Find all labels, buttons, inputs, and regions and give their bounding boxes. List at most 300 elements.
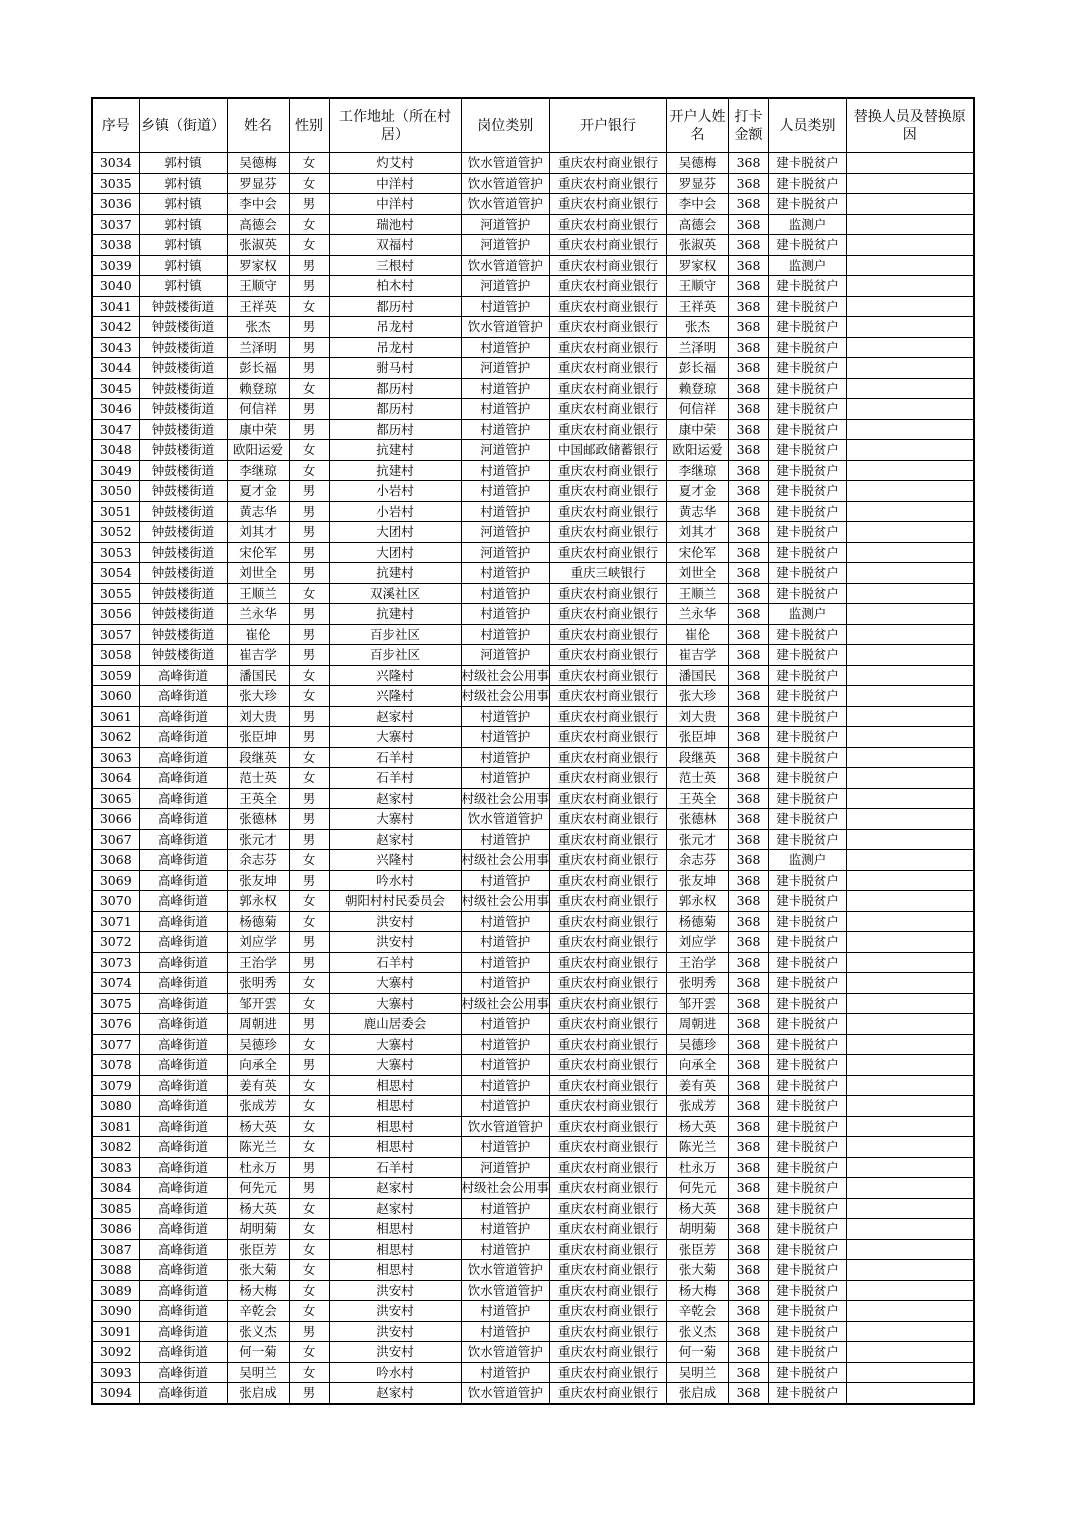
township-cell: 高峰街道 bbox=[139, 706, 227, 727]
serial-cell: 3082 bbox=[92, 1137, 139, 1158]
position-cell: 村级社会公用事 bbox=[461, 665, 550, 686]
township-cell: 郭村镇 bbox=[139, 153, 227, 174]
serial-cell: 3093 bbox=[92, 1362, 139, 1383]
table-body bbox=[92, 153, 974, 1404]
position-cell: 村道管护 bbox=[461, 501, 550, 522]
position-cell: 饮水管道管护 bbox=[461, 194, 550, 215]
township-cell: 高峰街道 bbox=[139, 686, 227, 707]
gender-cell: 男 bbox=[289, 1383, 329, 1404]
bank-cell: 重庆农村商业银行 bbox=[550, 399, 667, 420]
address-cell: 抗建村 bbox=[329, 604, 461, 625]
amount-cell: 368 bbox=[729, 706, 769, 727]
serial-cell: 3088 bbox=[92, 1260, 139, 1281]
category-cell: 建卡脱贫户 bbox=[769, 1301, 847, 1322]
bank-cell: 重庆农村商业银行 bbox=[550, 1157, 667, 1178]
bank-cell: 重庆农村商业银行 bbox=[550, 727, 667, 748]
account-holder-cell: 王顺兰 bbox=[667, 583, 729, 604]
gender-cell: 男 bbox=[289, 1321, 329, 1342]
category-cell: 监测户 bbox=[769, 214, 847, 235]
category-cell: 建卡脱贫户 bbox=[769, 583, 847, 604]
position-cell: 河道管护 bbox=[461, 645, 550, 666]
replacement-cell bbox=[847, 1321, 974, 1342]
replacement-cell bbox=[847, 460, 974, 481]
position-cell: 村级社会公用事 bbox=[461, 850, 550, 871]
address-cell: 抗建村 bbox=[329, 460, 461, 481]
category-cell: 建卡脱贫户 bbox=[769, 1055, 847, 1076]
amount-cell: 368 bbox=[729, 1342, 769, 1363]
replacement-cell bbox=[847, 788, 974, 809]
name-cell: 张友坤 bbox=[227, 870, 289, 891]
bank-cell: 重庆农村商业银行 bbox=[550, 1342, 667, 1363]
bank-cell: 重庆农村商业银行 bbox=[550, 747, 667, 768]
category-cell: 建卡脱贫户 bbox=[769, 829, 847, 850]
account-holder-cell: 张启成 bbox=[667, 1383, 729, 1404]
replacement-cell bbox=[847, 1178, 974, 1199]
position-cell: 饮水管道管护 bbox=[461, 173, 550, 194]
replacement-cell bbox=[847, 727, 974, 748]
replacement-cell bbox=[847, 378, 974, 399]
replacement-cell bbox=[847, 276, 974, 297]
township-cell: 钟鼓楼街道 bbox=[139, 542, 227, 563]
replacement-cell bbox=[847, 1362, 974, 1383]
replacement-cell bbox=[847, 1034, 974, 1055]
category-cell: 建卡脱贫户 bbox=[769, 1342, 847, 1363]
replacement-cell bbox=[847, 665, 974, 686]
category-cell: 建卡脱贫户 bbox=[769, 522, 847, 543]
gender-cell: 女 bbox=[289, 1034, 329, 1055]
roster-table bbox=[91, 97, 975, 1405]
bank-cell: 重庆农村商业银行 bbox=[550, 194, 667, 215]
amount-cell: 368 bbox=[729, 768, 769, 789]
amount-cell: 368 bbox=[729, 1198, 769, 1219]
address-cell: 赵家村 bbox=[329, 1383, 461, 1404]
table-row bbox=[92, 850, 974, 871]
name-cell: 郭永权 bbox=[227, 891, 289, 912]
gender-cell: 女 bbox=[289, 378, 329, 399]
gender-cell: 男 bbox=[289, 317, 329, 338]
replacement-cell bbox=[847, 706, 974, 727]
gender-cell: 男 bbox=[289, 706, 329, 727]
position-cell: 河道管护 bbox=[461, 542, 550, 563]
address-cell: 洪安村 bbox=[329, 1342, 461, 1363]
township-cell: 高峰街道 bbox=[139, 1014, 227, 1035]
table-row bbox=[92, 460, 974, 481]
gender-cell: 女 bbox=[289, 768, 329, 789]
township-cell: 高峰街道 bbox=[139, 1075, 227, 1096]
gender-cell: 女 bbox=[289, 440, 329, 461]
address-cell: 鹿山居委会 bbox=[329, 1014, 461, 1035]
replacement-cell bbox=[847, 829, 974, 850]
serial-cell: 3052 bbox=[92, 522, 139, 543]
bank-cell: 重庆农村商业银行 bbox=[550, 829, 667, 850]
serial-cell: 3053 bbox=[92, 542, 139, 563]
gender-cell: 男 bbox=[289, 481, 329, 502]
gender-cell: 女 bbox=[289, 153, 329, 174]
replacement-cell bbox=[847, 358, 974, 379]
account-holder-cell: 杨大梅 bbox=[667, 1280, 729, 1301]
category-cell: 建卡脱贫户 bbox=[769, 542, 847, 563]
serial-cell: 3073 bbox=[92, 952, 139, 973]
account-holder-cell: 王治学 bbox=[667, 952, 729, 973]
serial-cell: 3045 bbox=[92, 378, 139, 399]
name-cell: 杜永万 bbox=[227, 1157, 289, 1178]
address-cell: 洪安村 bbox=[329, 1301, 461, 1322]
category-cell: 建卡脱贫户 bbox=[769, 686, 847, 707]
township-cell: 高峰街道 bbox=[139, 952, 227, 973]
address-cell: 百步社区 bbox=[329, 645, 461, 666]
address-cell: 大寨村 bbox=[329, 809, 461, 830]
bank-cell: 重庆农村商业银行 bbox=[550, 645, 667, 666]
position-cell: 村道管护 bbox=[461, 604, 550, 625]
address-cell: 吊龙村 bbox=[329, 317, 461, 338]
gender-cell: 男 bbox=[289, 870, 329, 891]
serial-cell: 3042 bbox=[92, 317, 139, 338]
serial-cell: 3062 bbox=[92, 727, 139, 748]
township-cell: 钟鼓楼街道 bbox=[139, 419, 227, 440]
category-cell: 建卡脱贫户 bbox=[769, 1383, 847, 1404]
address-cell: 大寨村 bbox=[329, 1055, 461, 1076]
gender-cell: 男 bbox=[289, 399, 329, 420]
replacement-cell bbox=[847, 1137, 974, 1158]
name-cell: 张明秀 bbox=[227, 973, 289, 994]
serial-cell: 3066 bbox=[92, 809, 139, 830]
bank-cell: 重庆农村商业银行 bbox=[550, 214, 667, 235]
account-holder-cell: 张德林 bbox=[667, 809, 729, 830]
bank-cell: 重庆农村商业银行 bbox=[550, 1321, 667, 1342]
table-row bbox=[92, 624, 974, 645]
serial-cell: 3075 bbox=[92, 993, 139, 1014]
address-cell: 都历村 bbox=[329, 399, 461, 420]
table-row bbox=[92, 993, 974, 1014]
bank-cell: 重庆农村商业银行 bbox=[550, 1362, 667, 1383]
position-cell: 河道管护 bbox=[461, 522, 550, 543]
name-cell: 兰永华 bbox=[227, 604, 289, 625]
header-cell: 打卡金额 bbox=[729, 98, 769, 153]
replacement-cell bbox=[847, 993, 974, 1014]
name-cell: 康中荣 bbox=[227, 419, 289, 440]
category-cell: 建卡脱贫户 bbox=[769, 1198, 847, 1219]
account-holder-cell: 陈光兰 bbox=[667, 1137, 729, 1158]
serial-cell: 3044 bbox=[92, 358, 139, 379]
position-cell: 饮水管道管护 bbox=[461, 1116, 550, 1137]
position-cell: 村道管护 bbox=[461, 378, 550, 399]
name-cell: 张淑英 bbox=[227, 235, 289, 256]
table-row bbox=[92, 378, 974, 399]
address-cell: 抗建村 bbox=[329, 440, 461, 461]
category-cell: 监测户 bbox=[769, 255, 847, 276]
amount-cell: 368 bbox=[729, 317, 769, 338]
gender-cell: 女 bbox=[289, 1096, 329, 1117]
name-cell: 张杰 bbox=[227, 317, 289, 338]
position-cell: 河道管护 bbox=[461, 358, 550, 379]
name-cell: 兰泽明 bbox=[227, 337, 289, 358]
account-holder-cell: 张大菊 bbox=[667, 1260, 729, 1281]
bank-cell: 重庆农村商业银行 bbox=[550, 542, 667, 563]
account-holder-cell: 崔伦 bbox=[667, 624, 729, 645]
name-cell: 欧阳运爱 bbox=[227, 440, 289, 461]
name-cell: 辛乾会 bbox=[227, 1301, 289, 1322]
position-cell: 饮水管道管护 bbox=[461, 1383, 550, 1404]
category-cell: 建卡脱贫户 bbox=[769, 1321, 847, 1342]
township-cell: 高峰街道 bbox=[139, 1198, 227, 1219]
serial-cell: 3089 bbox=[92, 1280, 139, 1301]
township-cell: 高峰街道 bbox=[139, 911, 227, 932]
table-row bbox=[92, 563, 974, 584]
township-cell: 钟鼓楼街道 bbox=[139, 378, 227, 399]
replacement-cell bbox=[847, 686, 974, 707]
position-cell: 村道管护 bbox=[461, 1137, 550, 1158]
bank-cell: 重庆农村商业银行 bbox=[550, 1055, 667, 1076]
township-cell: 钟鼓楼街道 bbox=[139, 645, 227, 666]
table-row bbox=[92, 255, 974, 276]
name-cell: 崔伦 bbox=[227, 624, 289, 645]
address-cell: 大寨村 bbox=[329, 727, 461, 748]
category-cell: 建卡脱贫户 bbox=[769, 1280, 847, 1301]
name-cell: 刘其才 bbox=[227, 522, 289, 543]
serial-cell: 3048 bbox=[92, 440, 139, 461]
township-cell: 钟鼓楼街道 bbox=[139, 296, 227, 317]
serial-cell: 3080 bbox=[92, 1096, 139, 1117]
replacement-cell bbox=[847, 1198, 974, 1219]
category-cell: 建卡脱贫户 bbox=[769, 1362, 847, 1383]
category-cell: 建卡脱贫户 bbox=[769, 501, 847, 522]
address-cell: 兴隆村 bbox=[329, 850, 461, 871]
replacement-cell bbox=[847, 522, 974, 543]
bank-cell: 重庆农村商业银行 bbox=[550, 1383, 667, 1404]
amount-cell: 368 bbox=[729, 686, 769, 707]
position-cell: 村道管护 bbox=[461, 1362, 550, 1383]
replacement-cell bbox=[847, 891, 974, 912]
replacement-cell bbox=[847, 501, 974, 522]
bank-cell: 重庆农村商业银行 bbox=[550, 768, 667, 789]
amount-cell: 368 bbox=[729, 1014, 769, 1035]
header-cell: 替换人员及替换原因 bbox=[847, 98, 974, 153]
account-holder-cell: 崔吉学 bbox=[667, 645, 729, 666]
position-cell: 村道管护 bbox=[461, 1301, 550, 1322]
amount-cell: 368 bbox=[729, 1157, 769, 1178]
category-cell: 建卡脱贫户 bbox=[769, 276, 847, 297]
township-cell: 郭村镇 bbox=[139, 276, 227, 297]
name-cell: 杨大梅 bbox=[227, 1280, 289, 1301]
gender-cell: 女 bbox=[289, 1280, 329, 1301]
bank-cell: 重庆三峡银行 bbox=[550, 563, 667, 584]
bank-cell: 重庆农村商业银行 bbox=[550, 1178, 667, 1199]
gender-cell: 女 bbox=[289, 850, 329, 871]
address-cell: 朝阳村村民委员会 bbox=[329, 891, 461, 912]
address-cell: 吟水村 bbox=[329, 870, 461, 891]
account-holder-cell: 向承全 bbox=[667, 1055, 729, 1076]
address-cell: 大寨村 bbox=[329, 1034, 461, 1055]
position-cell: 村道管护 bbox=[461, 911, 550, 932]
amount-cell: 368 bbox=[729, 214, 769, 235]
amount-cell: 368 bbox=[729, 1321, 769, 1342]
gender-cell: 男 bbox=[289, 337, 329, 358]
position-cell: 村道管护 bbox=[461, 1034, 550, 1055]
gender-cell: 男 bbox=[289, 829, 329, 850]
table-row bbox=[92, 1321, 974, 1342]
name-cell: 姜有英 bbox=[227, 1075, 289, 1096]
replacement-cell bbox=[847, 911, 974, 932]
position-cell: 村道管护 bbox=[461, 1321, 550, 1342]
amount-cell: 368 bbox=[729, 255, 769, 276]
bank-cell: 重庆农村商业银行 bbox=[550, 276, 667, 297]
name-cell: 罗家权 bbox=[227, 255, 289, 276]
gender-cell: 女 bbox=[289, 747, 329, 768]
serial-cell: 3035 bbox=[92, 173, 139, 194]
position-cell: 河道管护 bbox=[461, 1157, 550, 1178]
address-cell: 相思村 bbox=[329, 1260, 461, 1281]
position-cell: 村道管护 bbox=[461, 1055, 550, 1076]
name-cell: 张启成 bbox=[227, 1383, 289, 1404]
position-cell: 村道管护 bbox=[461, 1096, 550, 1117]
table-row bbox=[92, 1034, 974, 1055]
serial-cell: 3084 bbox=[92, 1178, 139, 1199]
gender-cell: 男 bbox=[289, 624, 329, 645]
gender-cell: 女 bbox=[289, 1137, 329, 1158]
table-row bbox=[92, 1219, 974, 1240]
replacement-cell bbox=[847, 235, 974, 256]
serial-cell: 3086 bbox=[92, 1219, 139, 1240]
township-cell: 高峰街道 bbox=[139, 1055, 227, 1076]
bank-cell: 重庆农村商业银行 bbox=[550, 501, 667, 522]
replacement-cell bbox=[847, 624, 974, 645]
table-row bbox=[92, 1157, 974, 1178]
category-cell: 建卡脱贫户 bbox=[769, 727, 847, 748]
gender-cell: 男 bbox=[289, 1178, 329, 1199]
name-cell: 段继英 bbox=[227, 747, 289, 768]
bank-cell: 重庆农村商业银行 bbox=[550, 460, 667, 481]
table-row bbox=[92, 706, 974, 727]
bank-cell: 重庆农村商业银行 bbox=[550, 1239, 667, 1260]
account-holder-cell: 刘大贵 bbox=[667, 706, 729, 727]
replacement-cell bbox=[847, 1014, 974, 1035]
township-cell: 高峰街道 bbox=[139, 1321, 227, 1342]
position-cell: 村道管护 bbox=[461, 870, 550, 891]
address-cell: 柏木村 bbox=[329, 276, 461, 297]
category-cell: 建卡脱贫户 bbox=[769, 747, 847, 768]
account-holder-cell: 杜永万 bbox=[667, 1157, 729, 1178]
serial-cell: 3076 bbox=[92, 1014, 139, 1035]
category-cell: 监测户 bbox=[769, 850, 847, 871]
header-cell: 岗位类别 bbox=[461, 98, 550, 153]
address-cell: 大寨村 bbox=[329, 973, 461, 994]
name-cell: 陈光兰 bbox=[227, 1137, 289, 1158]
category-cell: 建卡脱贫户 bbox=[769, 973, 847, 994]
bank-cell: 重庆农村商业银行 bbox=[550, 1260, 667, 1281]
category-cell: 建卡脱贫户 bbox=[769, 645, 847, 666]
name-cell: 刘应学 bbox=[227, 932, 289, 953]
position-cell: 河道管护 bbox=[461, 440, 550, 461]
township-cell: 高峰街道 bbox=[139, 1157, 227, 1178]
address-cell: 都历村 bbox=[329, 296, 461, 317]
category-cell: 建卡脱贫户 bbox=[769, 809, 847, 830]
bank-cell: 重庆农村商业银行 bbox=[550, 1096, 667, 1117]
replacement-cell bbox=[847, 932, 974, 953]
header-cell: 开户人姓名 bbox=[667, 98, 729, 153]
address-cell: 都历村 bbox=[329, 419, 461, 440]
gender-cell: 男 bbox=[289, 952, 329, 973]
gender-cell: 男 bbox=[289, 809, 329, 830]
township-cell: 高峰街道 bbox=[139, 1362, 227, 1383]
amount-cell: 368 bbox=[729, 932, 769, 953]
gender-cell: 女 bbox=[289, 1219, 329, 1240]
table-row bbox=[92, 440, 974, 461]
serial-cell: 3074 bbox=[92, 973, 139, 994]
township-cell: 郭村镇 bbox=[139, 235, 227, 256]
address-cell: 百步社区 bbox=[329, 624, 461, 645]
replacement-cell bbox=[847, 1280, 974, 1301]
account-holder-cell: 姜有英 bbox=[667, 1075, 729, 1096]
serial-cell: 3055 bbox=[92, 583, 139, 604]
category-cell: 建卡脱贫户 bbox=[769, 440, 847, 461]
category-cell: 建卡脱贫户 bbox=[769, 1157, 847, 1178]
name-cell: 宋伦军 bbox=[227, 542, 289, 563]
category-cell: 建卡脱贫户 bbox=[769, 788, 847, 809]
gender-cell: 女 bbox=[289, 296, 329, 317]
table-row bbox=[92, 788, 974, 809]
serial-cell: 3092 bbox=[92, 1342, 139, 1363]
serial-cell: 3071 bbox=[92, 911, 139, 932]
bank-cell: 重庆农村商业银行 bbox=[550, 419, 667, 440]
address-cell: 三根村 bbox=[329, 255, 461, 276]
serial-cell: 3036 bbox=[92, 194, 139, 215]
account-holder-cell: 吴德梅 bbox=[667, 153, 729, 174]
address-cell: 兴隆村 bbox=[329, 665, 461, 686]
amount-cell: 368 bbox=[729, 1055, 769, 1076]
header-cell: 开户银行 bbox=[550, 98, 667, 153]
account-holder-cell: 赖登琼 bbox=[667, 378, 729, 399]
name-cell: 王祥英 bbox=[227, 296, 289, 317]
table-row bbox=[92, 1137, 974, 1158]
account-holder-cell: 潘国民 bbox=[667, 665, 729, 686]
amount-cell: 368 bbox=[729, 665, 769, 686]
table-row bbox=[92, 1075, 974, 1096]
township-cell: 高峰街道 bbox=[139, 1096, 227, 1117]
header-cell: 乡镇（街道） bbox=[139, 98, 227, 153]
table-row bbox=[92, 891, 974, 912]
bank-cell: 重庆农村商业银行 bbox=[550, 358, 667, 379]
position-cell: 饮水管道管护 bbox=[461, 1280, 550, 1301]
replacement-cell bbox=[847, 604, 974, 625]
address-cell: 抗建村 bbox=[329, 563, 461, 584]
account-holder-cell: 段继英 bbox=[667, 747, 729, 768]
address-cell: 石羊村 bbox=[329, 768, 461, 789]
township-cell: 钟鼓楼街道 bbox=[139, 563, 227, 584]
bank-cell: 重庆农村商业银行 bbox=[550, 317, 667, 338]
category-cell: 建卡脱贫户 bbox=[769, 993, 847, 1014]
township-cell: 高峰街道 bbox=[139, 1239, 227, 1260]
position-cell: 村道管护 bbox=[461, 624, 550, 645]
address-cell: 驸马村 bbox=[329, 358, 461, 379]
amount-cell: 368 bbox=[729, 563, 769, 584]
serial-cell: 3069 bbox=[92, 870, 139, 891]
category-cell: 建卡脱贫户 bbox=[769, 563, 847, 584]
name-cell: 黄志华 bbox=[227, 501, 289, 522]
gender-cell: 女 bbox=[289, 460, 329, 481]
table-row bbox=[92, 686, 974, 707]
replacement-cell bbox=[847, 1116, 974, 1137]
township-cell: 钟鼓楼街道 bbox=[139, 522, 227, 543]
serial-cell: 3038 bbox=[92, 235, 139, 256]
position-cell: 村级社会公用事 bbox=[461, 993, 550, 1014]
address-cell: 洪安村 bbox=[329, 932, 461, 953]
position-cell: 村道管护 bbox=[461, 973, 550, 994]
address-cell: 赵家村 bbox=[329, 1198, 461, 1219]
account-holder-cell: 康中荣 bbox=[667, 419, 729, 440]
position-cell: 村道管护 bbox=[461, 399, 550, 420]
address-cell: 洪安村 bbox=[329, 911, 461, 932]
replacement-cell bbox=[847, 973, 974, 994]
